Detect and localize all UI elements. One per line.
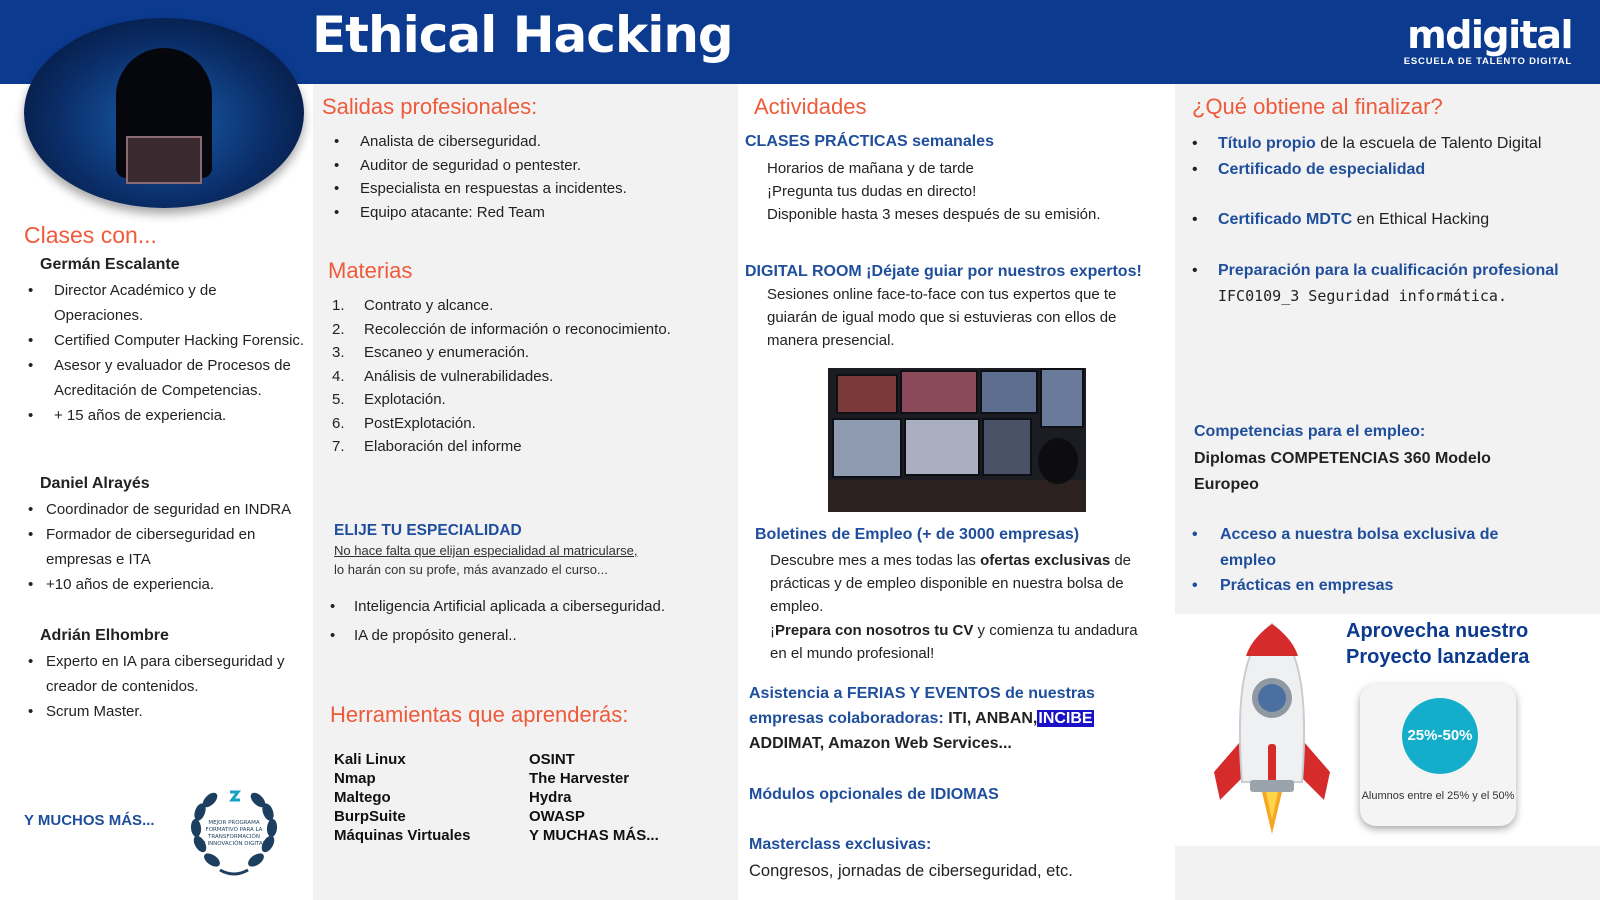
clases-line: ¡Pregunta tus dudas en directo! bbox=[767, 183, 977, 200]
percent-circle: 25%-50% bbox=[1402, 698, 1478, 774]
materias-heading: Materias bbox=[328, 258, 413, 283]
svg-text:E INNOVACIÓN DIGITAL: E INNOVACIÓN DIGITAL bbox=[202, 841, 266, 847]
svg-text:FORMATIVO PARA LA: FORMATIVO PARA LA bbox=[205, 827, 263, 833]
prepara-text: ¡Prepara con nosotros tu CV y comienza tu andadura en el mundo profesional! bbox=[770, 622, 1138, 662]
finalizar-list-3 bbox=[1188, 258, 1568, 309]
lanzadera-badge bbox=[1360, 684, 1516, 826]
list-item: • Certificado MDTC en Ethical Hacking bbox=[1188, 207, 1588, 233]
list-item: Maltego bbox=[334, 789, 391, 806]
list-item: • Experto en IA para ciberseguridad y creador de contenidos. bbox=[24, 649, 314, 699]
finalizar-list-2 bbox=[1188, 207, 1588, 233]
instructor-name: Adrián Elhombre bbox=[40, 627, 169, 644]
list-item: The Harvester bbox=[529, 770, 630, 787]
list-item: BurpSuite bbox=[334, 808, 406, 825]
empleo-list bbox=[1188, 522, 1548, 599]
badge-caption: Alumnos entre el 25% y el 50% bbox=[1361, 790, 1515, 802]
competencias-text: Diplomas COMPETENCIAS 360 Modelo Europeo bbox=[1194, 450, 1491, 493]
masterclass-text: Congresos, jornadas de ciberseguridad, etc. bbox=[749, 862, 1073, 880]
instructor-name: Germán Escalante bbox=[40, 256, 180, 273]
list-item: 4. Análisis de vulnerabilidades. bbox=[332, 367, 554, 385]
list-item: OSINT bbox=[529, 751, 575, 768]
list-item: 6. PostExplotación. bbox=[332, 414, 476, 432]
list-item: 2. Recolección de información o reconocimiento. bbox=[332, 320, 671, 338]
list-item: 7. Elaboración del informe bbox=[332, 438, 522, 455]
salidas-heading: Salidas profesionales: bbox=[322, 94, 538, 119]
list-item: • Prácticas en empresas bbox=[1188, 573, 1548, 599]
seal-text: MEJOR PROGRAMA bbox=[208, 820, 260, 826]
finalizar-list-1 bbox=[1188, 131, 1588, 182]
masterclass-title: Masterclass exclusivas: bbox=[749, 836, 932, 853]
control-room-photo bbox=[828, 368, 1086, 512]
list-item: • Auditor de seguridad o pentester. bbox=[330, 154, 730, 178]
list-item: • Analista de ciberseguridad. bbox=[330, 130, 730, 154]
herramientas-heading: Herramientas que aprenderás: bbox=[330, 702, 629, 727]
especialidad-note: No hace falta que elijan especialidad al matricularse, lo harán con su profe, más avanzado el curso... bbox=[334, 543, 638, 577]
instructor-list bbox=[24, 278, 308, 428]
instructor-name: Daniel Alrayés bbox=[40, 475, 150, 492]
clases-line: Horarios de mañana y de tarde bbox=[767, 160, 974, 177]
svg-text:TRANSFORMACIÓN: TRANSFORMACIÓN bbox=[208, 834, 260, 840]
list-item: • Certificado de especialidad bbox=[1188, 157, 1588, 183]
digital-room-title: DIGITAL ROOM ¡Déjate guiar por nuestros expertos! bbox=[745, 263, 1142, 280]
list-item: • Título propio de la escuela de Talento Digital bbox=[1188, 131, 1588, 157]
list-item: • Preparación para la cualificación profesional IFC0109_3 Seguridad informática. bbox=[1188, 258, 1568, 309]
instructor-list bbox=[24, 497, 314, 597]
list-item: • IA de propósito general.. bbox=[326, 621, 726, 650]
lanzadera-text: Aprovecha nuestro Proyecto lanzadera bbox=[1346, 620, 1530, 668]
list-item: • Asesor y evaluador de Procesos de Acreditación de Competencias. bbox=[24, 353, 308, 403]
boletines-title: Boletines de Empleo (+ de 3000 empresas) bbox=[755, 526, 1080, 543]
laptop-icon bbox=[126, 136, 202, 184]
finalizar-heading: ¿Qué obtiene al finalizar? bbox=[1192, 94, 1443, 119]
instructor-list bbox=[24, 649, 314, 724]
list-item: Máquinas Virtuales bbox=[334, 827, 471, 844]
especialidades-list bbox=[326, 592, 726, 650]
instructor-1 bbox=[24, 252, 308, 428]
list-item: • Coordinador de seguridad en INDRA bbox=[24, 497, 314, 522]
list-item: Nmap bbox=[334, 770, 376, 787]
list-item: 1. Contrato y alcance. bbox=[332, 297, 494, 314]
list-item: OWASP bbox=[529, 808, 585, 825]
tools-list-right bbox=[529, 750, 659, 845]
idiomas-text: Módulos opcionales de IDIOMAS bbox=[749, 786, 999, 803]
tools-list-left bbox=[334, 750, 470, 845]
list-item: Y MUCHAS MÁS... bbox=[529, 827, 659, 844]
boletines-text: Descubre mes a mes todas las ofertas exclusivas de prácticas y de empleo disponible en nuestra bolsa de empleo. bbox=[770, 552, 1132, 615]
materias-list bbox=[330, 294, 730, 459]
incibe-highlight: INCIBE bbox=[1038, 710, 1093, 727]
list-item: • Certified Computer Hacking Forensic. bbox=[24, 328, 308, 353]
competencias-title: Competencias para el empleo: bbox=[1194, 423, 1426, 440]
list-item: • + 15 años de experiencia. bbox=[24, 403, 308, 428]
hacker-image bbox=[24, 18, 304, 208]
clases-title: CLASES PRÁCTICAS semanales bbox=[745, 133, 994, 150]
ferias-text: Asistencia a FERIAS Y EVENTOS de nuestras empresas colaboradoras: ITI, ANBAN,INCIBE ADDIMAT, Amazon Web Services... bbox=[749, 685, 1095, 752]
logo-name: mdigital bbox=[1407, 13, 1572, 57]
rocket-icon bbox=[1210, 622, 1334, 836]
list-item: 5. Explotación. bbox=[332, 391, 446, 408]
list-item: • Equipo atacante: Red Team bbox=[330, 201, 730, 225]
list-item: • Especialista en respuestas a incidentes. bbox=[330, 177, 730, 201]
list-item: 3. Escaneo y enumeración. bbox=[332, 344, 530, 361]
especialidad-heading: ELIJE TU ESPECIALIDAD bbox=[334, 522, 522, 539]
instructor-2 bbox=[24, 471, 314, 597]
actividades-heading: Actividades bbox=[754, 94, 867, 119]
list-item: Kali Linux bbox=[334, 751, 406, 768]
list-item: • Scrum Master. bbox=[24, 699, 314, 724]
list-item: • +10 años de experiencia. bbox=[24, 572, 314, 597]
award-seal-icon bbox=[186, 784, 282, 880]
list-item: • Inteligencia Artificial aplicada a ciberseguridad. bbox=[326, 592, 726, 621]
digital-room-text: Sesiones online face-to-face con tus expertos que te guiarán de igual modo que si estuvieras con ellos de manera presencial. bbox=[767, 286, 1117, 349]
instructor-3 bbox=[24, 623, 314, 724]
clases-line: Disponible hasta 3 meses después de su emisión. bbox=[767, 206, 1101, 223]
list-item: • Formador de ciberseguridad en empresas e ITA bbox=[24, 522, 314, 572]
instructors-heading: Clases con... bbox=[24, 222, 157, 248]
more-instructors-text: Y MUCHOS MÁS... bbox=[24, 812, 155, 829]
mdigital-logo bbox=[1404, 14, 1572, 67]
logo-tagline: ESCUELA DE TALENTO DIGITAL bbox=[1403, 56, 1572, 67]
page-title: Ethical Hacking bbox=[312, 6, 733, 64]
list-item: • Acceso a nuestra bolsa exclusiva de empleo bbox=[1188, 522, 1548, 573]
clases-lines bbox=[767, 157, 1167, 226]
salidas-list bbox=[330, 130, 730, 224]
list-item: Hydra bbox=[529, 789, 572, 806]
list-item: • Director Académico y de Operaciones. bbox=[24, 278, 308, 328]
